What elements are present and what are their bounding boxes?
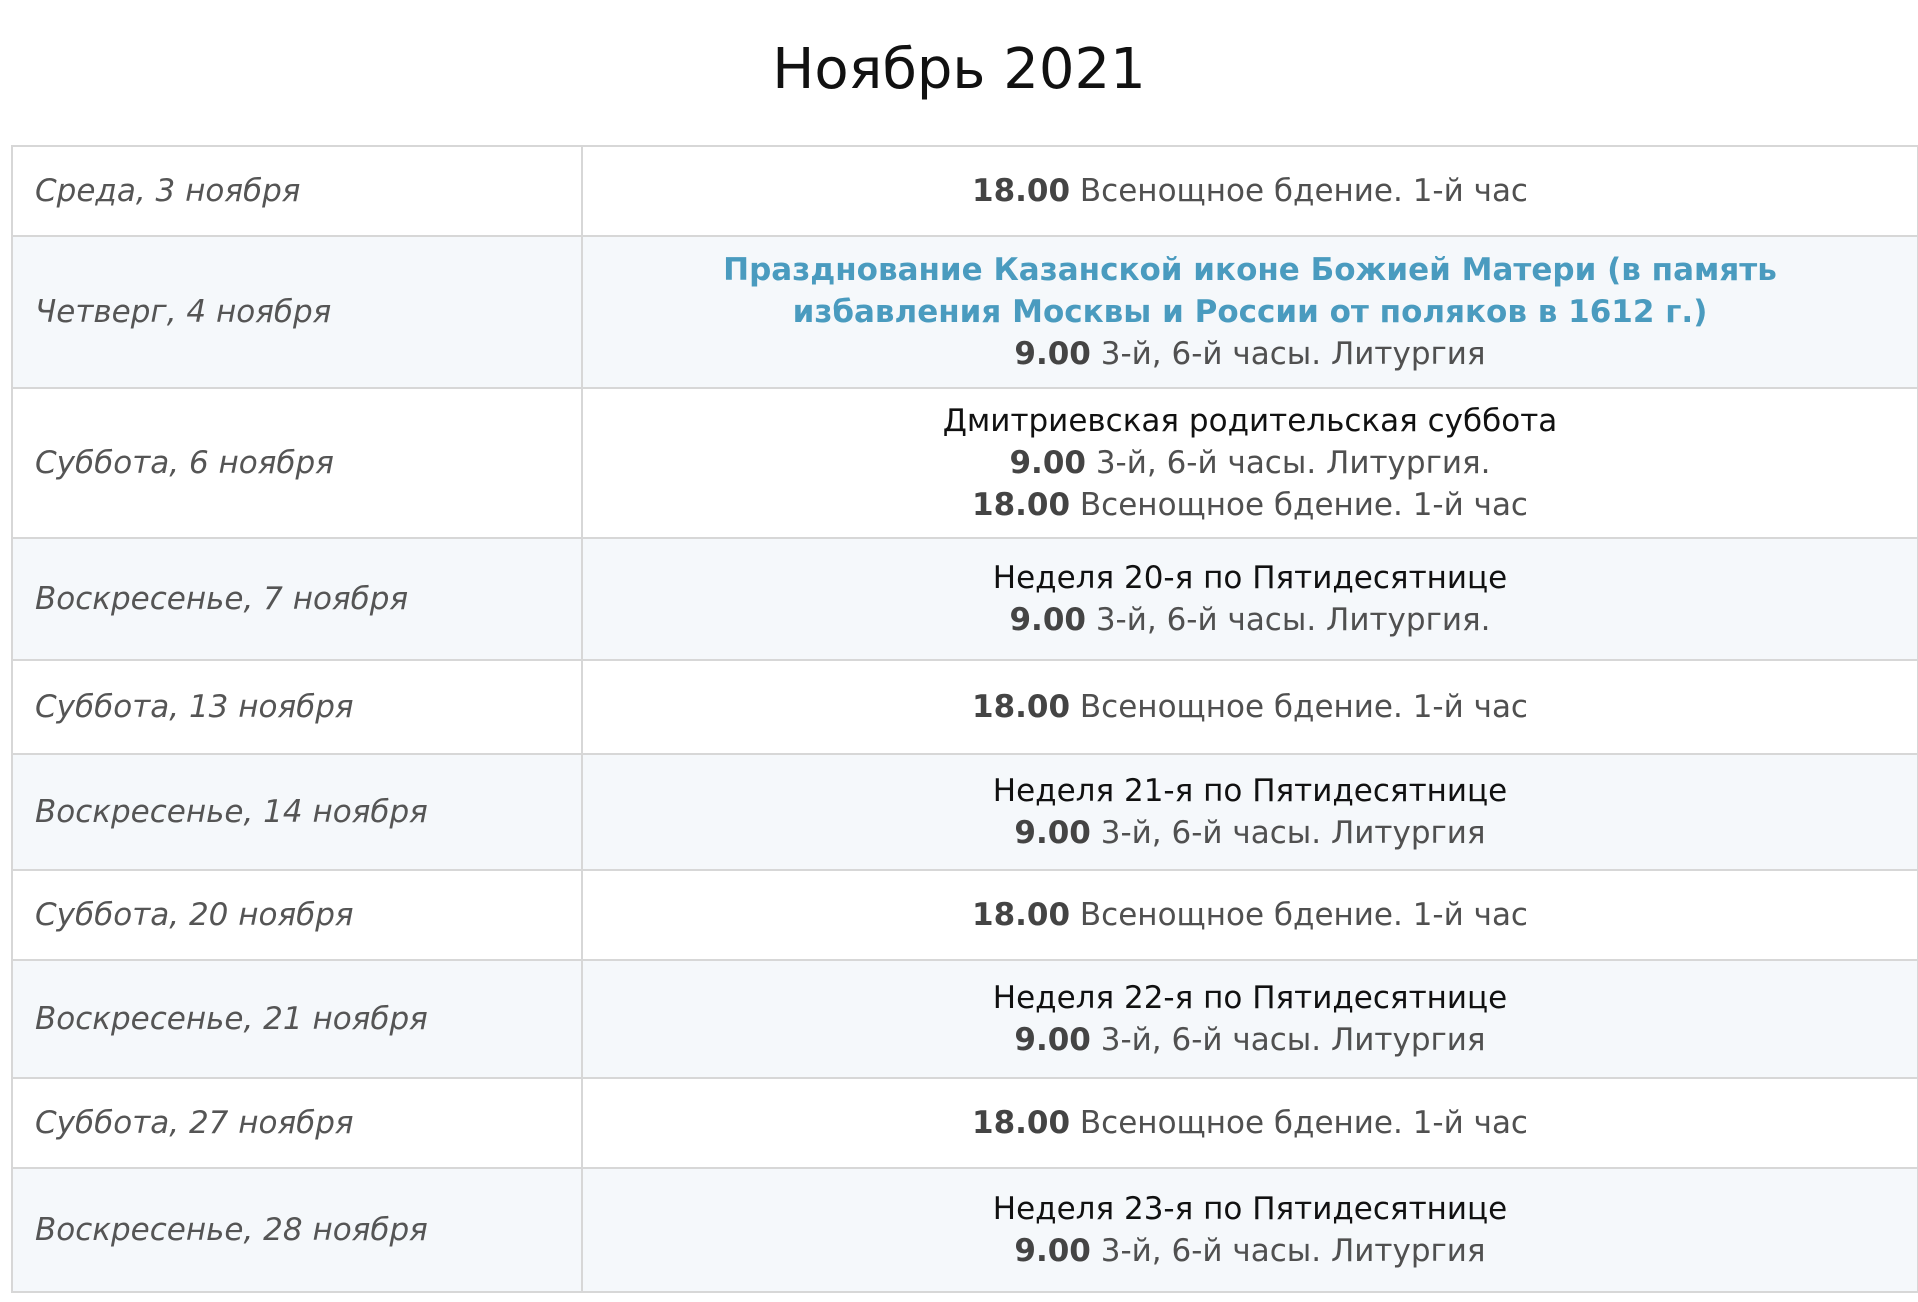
service-line [583,1102,1917,1144]
service-line [583,686,1917,728]
feast-heading: Дмитриевская родительская суббота [942,403,1558,439]
service-description: Всенощное бдение. 1-й час [1070,487,1528,523]
service-cell [582,538,1918,660]
table-row [12,1168,1918,1292]
service-line [583,442,1917,484]
service-description: Всенощное бдение. 1-й час [1070,1105,1528,1141]
feast-heading: Неделя 21-я по Пятидесятнице [992,773,1508,809]
service-line [583,170,1917,212]
schedule-body [12,146,1918,1292]
service-time: 9.00 [1009,602,1086,638]
table-row [12,388,1918,538]
page-title: Ноябрь 2021 [772,37,1146,102]
table-row [12,146,1918,236]
service-time: 9.00 [1014,336,1091,372]
service-cell [582,1078,1918,1168]
service-line [583,484,1917,526]
feast-heading: Неделя 22-я по Пятидесятнице [992,980,1508,1016]
service-description: Всенощное бдение. 1-й час [1070,897,1528,933]
date-cell: Четверг, 4 ноября [12,236,582,388]
service-time: 9.00 [1014,1233,1091,1269]
table-row [12,1078,1918,1168]
table-row [12,538,1918,660]
service-description: Всенощное бдение. 1-й час [1070,173,1528,209]
date-cell: Воскресенье, 14 ноября [12,754,582,870]
service-time: 18.00 [972,897,1071,933]
service-description: Всенощное бдение. 1-й час [1070,689,1528,725]
table-row [12,236,1918,388]
feast-link-line: Празднование Казанской иконе Божией Матери (в память [723,252,1777,288]
date-cell: Воскресенье, 28 ноября [12,1168,582,1292]
service-cell [582,870,1918,960]
service-description: 3-й, 6-й часы. Литургия. [1085,445,1491,481]
service-time: 18.00 [972,487,1071,523]
date-cell: Среда, 3 ноября [12,146,582,236]
table-row [12,660,1918,754]
service-description: 3-й, 6-й часы. Литургия [1090,1233,1486,1269]
table-row [12,870,1918,960]
service-cell [582,146,1918,236]
service-time: 18.00 [972,689,1071,725]
service-cell [582,1168,1918,1292]
service-line [583,599,1917,641]
date-cell: Суббота, 6 ноября [12,388,582,538]
service-cell [582,960,1918,1078]
service-line [583,812,1917,854]
table-row [12,754,1918,870]
feast-link[interactable] [583,249,1917,333]
table-row [12,960,1918,1078]
service-line [583,894,1917,936]
service-time: 18.00 [972,1105,1071,1141]
service-description: 3-й, 6-й часы. Литургия [1090,336,1486,372]
schedule-table [11,145,1918,1293]
date-cell: Воскресенье, 7 ноября [12,538,582,660]
service-description: 3-й, 6-й часы. Литургия. [1085,602,1491,638]
service-cell [582,388,1918,538]
date-cell: Воскресенье, 21 ноября [12,960,582,1078]
service-cell [582,754,1918,870]
date-cell: Суббота, 13 ноября [12,660,582,754]
service-description: 3-й, 6-й часы. Литургия [1090,1022,1486,1058]
service-cell [582,660,1918,754]
service-time: 9.00 [1009,445,1086,481]
service-description: 3-й, 6-й часы. Литургия [1090,815,1486,851]
feast-link-line: избавления Москвы и России от поляков в 1612 г.) [792,294,1708,330]
date-cell: Суббота, 20 ноября [12,870,582,960]
service-line [583,1019,1917,1061]
feast-heading: Неделя 20-я по Пятидесятнице [992,560,1508,596]
service-time: 18.00 [972,173,1071,209]
service-line [583,1230,1917,1272]
service-time: 9.00 [1014,1022,1091,1058]
service-line [583,333,1917,375]
feast-heading: Неделя 23-я по Пятидесятнице [992,1191,1508,1227]
date-cell: Суббота, 27 ноября [12,1078,582,1168]
service-time: 9.00 [1014,815,1091,851]
service-cell [582,236,1918,388]
